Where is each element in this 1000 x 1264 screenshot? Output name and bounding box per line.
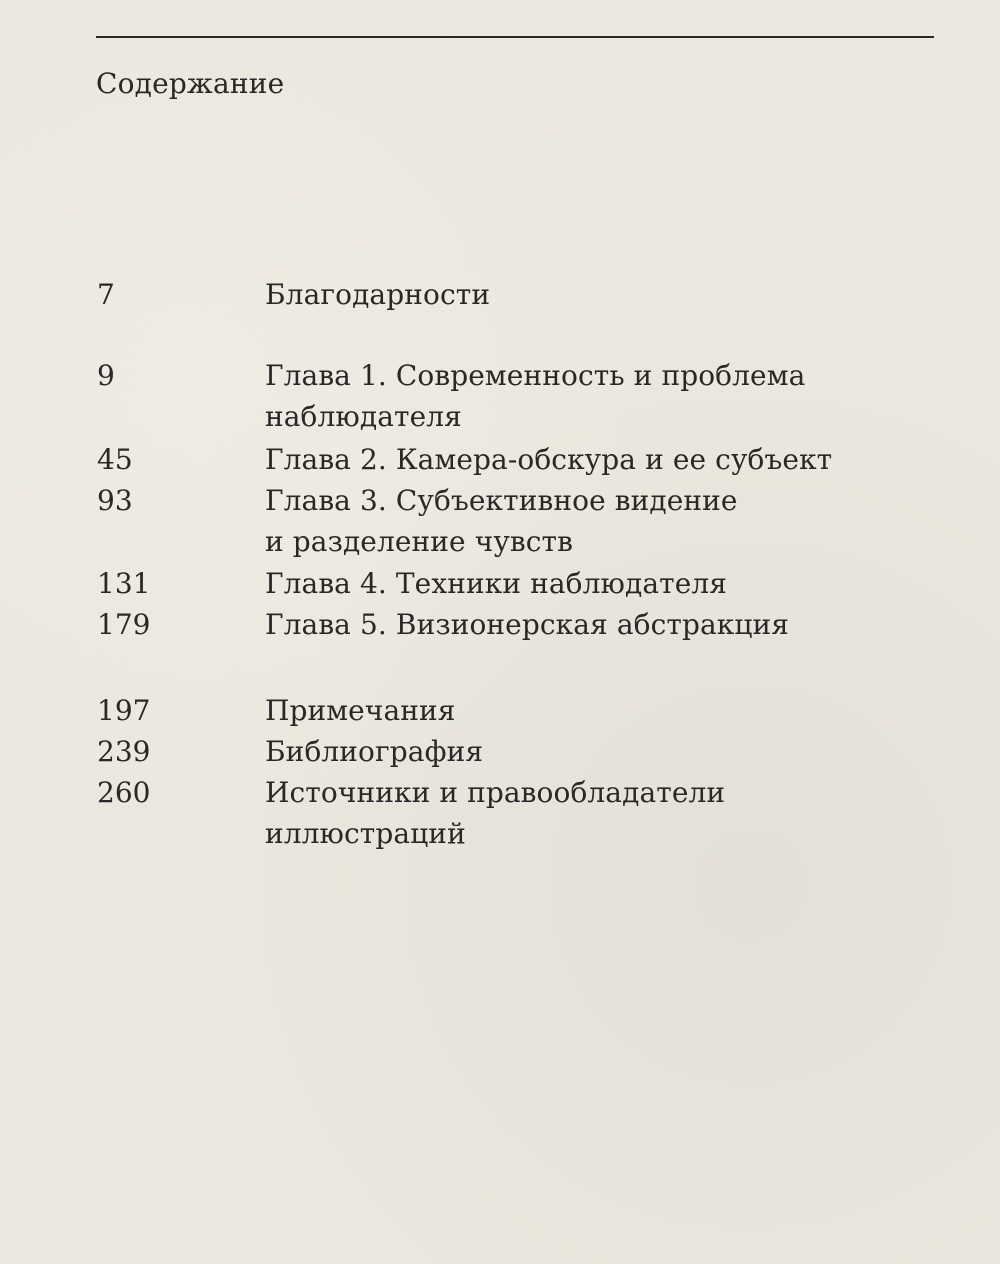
top-rule-divider — [96, 36, 934, 38]
toc-page-number: 9 — [97, 359, 115, 392]
toc-entry-title-line-1: Глава 3. Субъективное видение — [265, 484, 738, 517]
toc-entry-title: Библиография — [265, 735, 484, 768]
toc-entry-title-line-2: иллюстраций — [265, 817, 466, 850]
toc-entry-title: Глава 2. Камера-обскура и ее субъект — [265, 443, 833, 476]
toc-entry-title: Глава 4. Техники наблюдателя — [265, 567, 728, 600]
toc-entry-title — [265, 772, 905, 854]
toc-entry-title-line-2: наблюдателя — [265, 400, 462, 433]
toc-page-number: 131 — [97, 567, 151, 600]
toc-page-number: 45 — [97, 443, 133, 476]
toc-entry-title — [265, 480, 905, 562]
toc-page-number: 197 — [97, 694, 151, 727]
toc-entry-title: Благодарности — [265, 278, 491, 311]
toc-page-number: 93 — [97, 484, 133, 517]
toc-entry-title-line-2: и разделение чувств — [265, 525, 573, 558]
toc-entry-title-line-1: Источники и правообладатели — [265, 776, 726, 809]
toc-page-number: 260 — [97, 776, 151, 809]
toc-entry-title: Примечания — [265, 694, 456, 727]
toc-entry-title-line-1: Глава 1. Современность и проблема — [265, 359, 806, 392]
toc-page-number: 179 — [97, 608, 151, 641]
toc-entry-title: Глава 5. Визионерская абстракция — [265, 608, 789, 641]
toc-entry-title — [265, 355, 905, 437]
toc-page-number: 7 — [97, 278, 115, 311]
page-title: Содержание — [96, 67, 285, 100]
toc-page-number: 239 — [97, 735, 151, 768]
